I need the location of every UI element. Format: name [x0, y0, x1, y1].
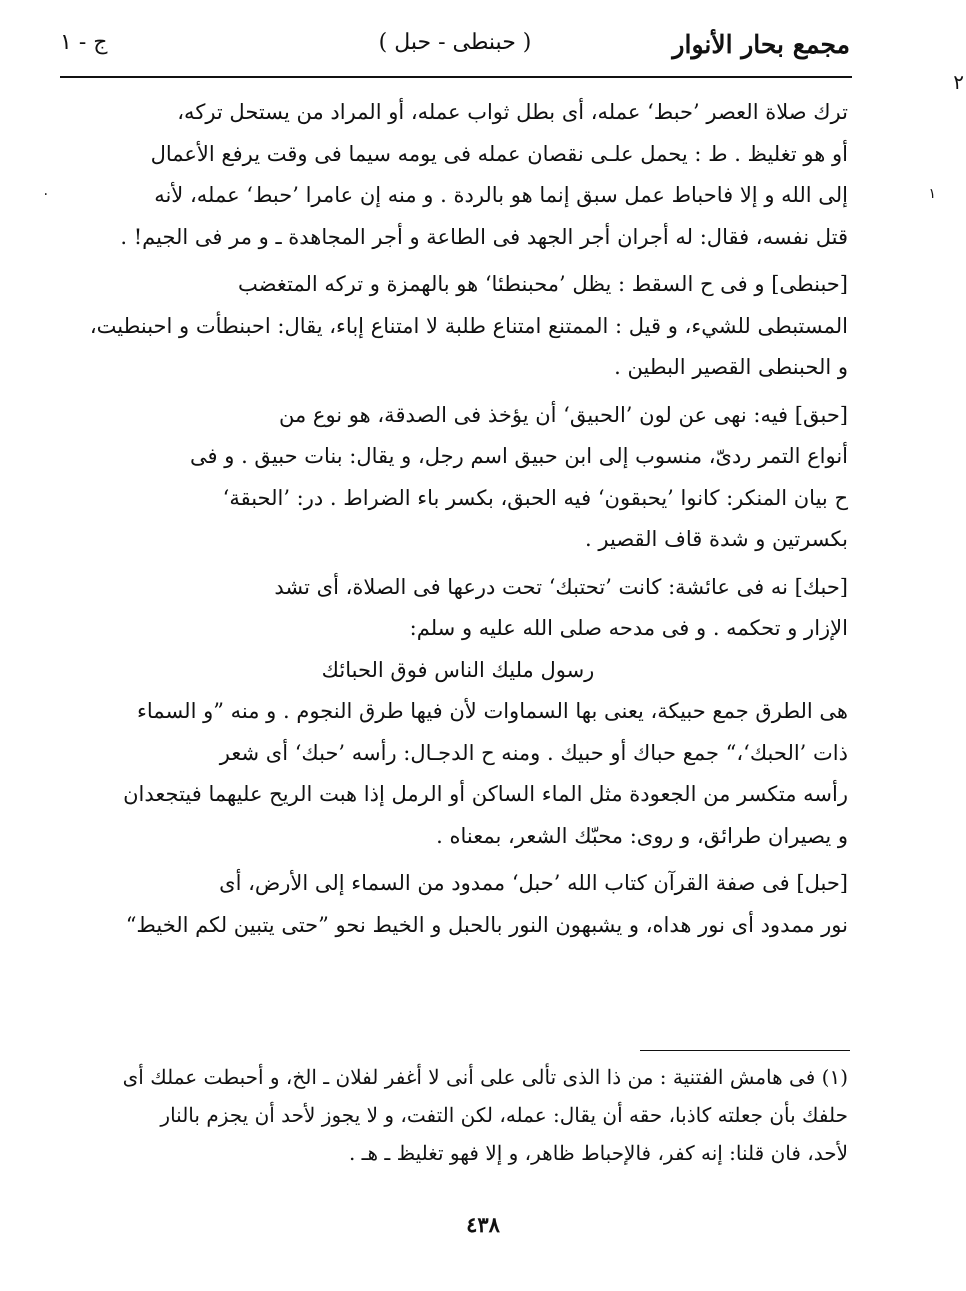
text-line: الإزار و تحكمه . و فى مدحه صلى الله عليه و سلم:	[409, 616, 848, 640]
entry-heading-line: [حبق] فيه: نهى عن لون ’الحبيق‘ أن يؤخذ فى الصدقة، هو نوع من	[279, 402, 848, 427]
main-text	[68, 92, 848, 946]
footnote	[68, 1058, 848, 1172]
text-line: ح بيان المنكر: كانوا ’يحبقون‘ فيه الحبق، بكسر باء الضراط . در: ’الحبقة‘	[222, 485, 848, 510]
header-rule	[60, 76, 852, 78]
volume-number: ج - ١	[60, 30, 108, 55]
footnote-line: لأحد، فان قلنا: إنه كفر، فالإحباط ظاهر، و إلا فهو تغليظ ـ هـ .	[348, 1141, 848, 1165]
running-header	[60, 22, 850, 68]
text-line: أنواع التمر ردىّ، منسوب إلى ابن حبيق اسم رجل، و يقال: بنات حبيق . و فى	[190, 444, 848, 468]
footnote-line: (١) فى هامش الفتنية : من ذا الذى تألى على أنى لا أغفر لفلان ـ الخ، و أحبطت عملك أى	[122, 1065, 848, 1089]
verse-line: رسول مليك الناس فوق الحبائك	[321, 657, 595, 682]
entry-heading-line: [حبل] فى صفة القرآن كتاب الله ’حبل‘ ممدود من السماء إلى الأرض، أى	[219, 871, 848, 895]
text-line: هى الطرق جمع حبيكة، يعنى بها السماوات لأن فيها طرق النجوم . و منه ”و السماء	[137, 699, 848, 723]
entry-heading-line: [حبنطى] و فى ح السقط : يظل ’محبنطئا‘ هو بالهمزة و تركه المتغضب	[238, 272, 848, 296]
text-line: نور ممدود أى نور هداه، و يشبهون النور بالحبل و الخيط نحو ”حتى يتبين لكم الخيط“	[125, 912, 848, 937]
text-line: إلى الله و إلا فاحباط عمل سبق إنما هو بالردة . و منه إن عامرا ’حبط‘ عمله، لأنه	[154, 183, 848, 207]
text-line: رأسه متكسر من الجعودة مثل الماء الساكن أو الرمل إذا هبت الريح عليهما فيتجعدان	[123, 782, 848, 806]
text-line: قتل نفسه، فقال: له أجران أجر الجهد فى الطاعة و أجر المجاهدة ـ و مر فى الجيم! .	[120, 224, 848, 249]
text-line: أو هو تغليظ . ط : يحمل علـى نقصان عمله فى يومه سيما فى وقت يرفع الأعمال	[150, 141, 848, 166]
footnote-rule	[640, 1050, 850, 1051]
margin-mark: ٠	[42, 186, 50, 202]
book-title: مجمع بحار الأنوار	[672, 30, 850, 59]
text-line: و يصيران طرائق، و روى: محبّك الشعر، بمعناه .	[436, 823, 848, 848]
entry-heading-line: [حبك] نه فى عائشة: كانت ’تحتبك‘ تحت درعها فى الصلاة، أى تشد	[274, 574, 848, 599]
text-line: و الحبنطى القصير البطين .	[614, 355, 848, 379]
text-line: ترك صلاة العصر ’حبط‘ عمله، أى بطل ثواب عمله، أو المراد من يستحل تركه،	[177, 100, 848, 124]
margin-mark: ٢	[953, 70, 964, 94]
entry-range: ( حبنطى - حبل )	[378, 30, 532, 55]
text-line: ذات ’الحبك‘،“ جمع حباك أو حبيك . ومنه ح الدجـال: رأسه ’حبك‘ أى شعر	[219, 740, 848, 765]
page-number: ٤٣٨	[466, 1212, 500, 1237]
margin-mark: ١	[928, 186, 936, 202]
text-line: بكسرتين و شدة قاف القصير .	[585, 527, 848, 551]
footnote-line: حلفك بأن جعلته كاذبا، حقه أن يقال: عمله، لكن التفت، و لا يجوز لأحد أن يجزم بالنار	[160, 1103, 848, 1127]
text-line: المستبطى للشيء، و قيل : الممتنع امتناع طلبة لا امتناع إباء، يقال: احبنطأت و احبنطيت،	[89, 313, 848, 338]
